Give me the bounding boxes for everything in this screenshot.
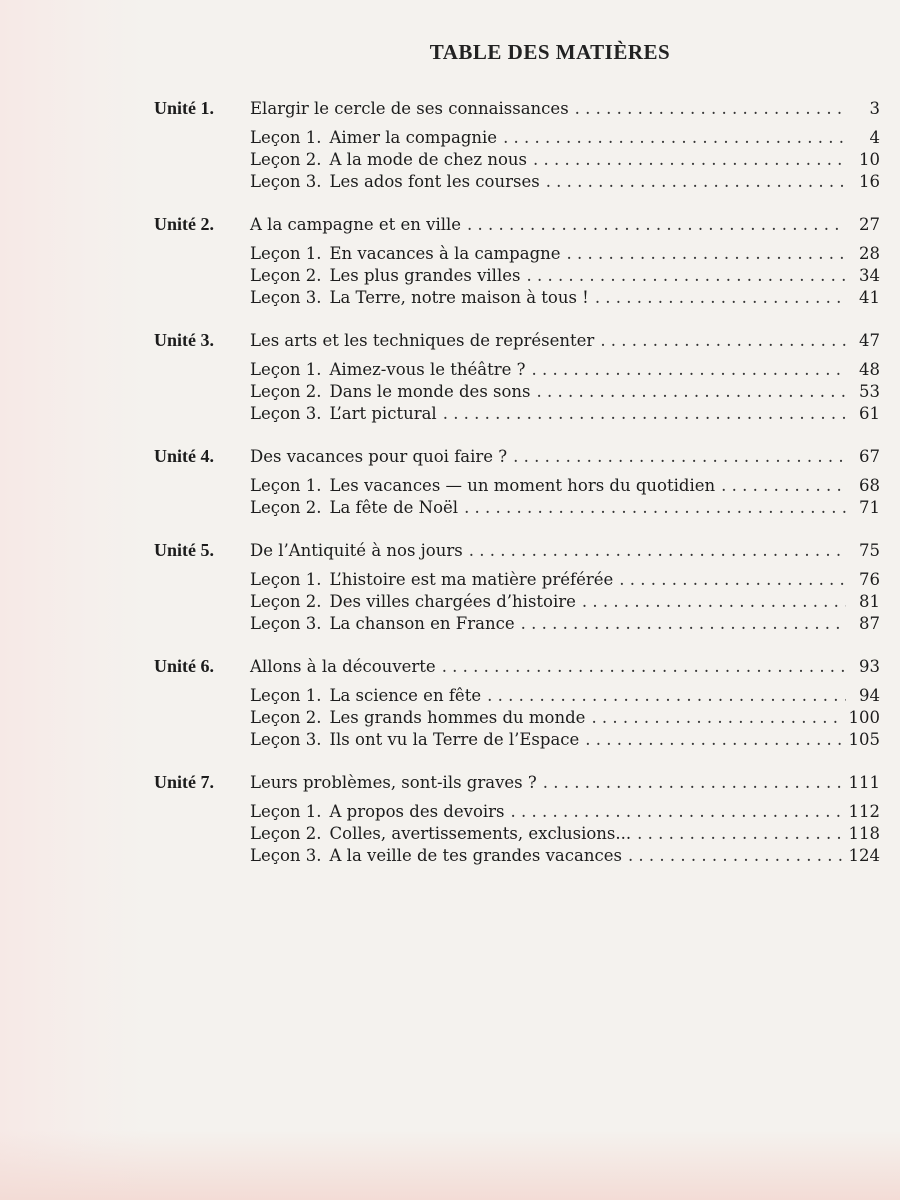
lesson-label: Leçon 1.: [250, 244, 322, 263]
toc-lesson-row[interactable]: [150, 707, 880, 729]
toc-lesson-row[interactable]: [150, 497, 880, 519]
toc-unit-row[interactable]: [150, 655, 880, 678]
unit-title: Des vacances pour quoi faire ?: [250, 447, 508, 466]
page-title: TABLE DES MATIÈRES: [429, 40, 671, 64]
unit-label: Unité 3.: [154, 330, 214, 350]
dot-leader: [543, 772, 843, 794]
lesson-page-number: 4: [869, 128, 880, 147]
lesson-label: Leçon 2.: [250, 382, 322, 401]
toc-page: [150, 40, 880, 887]
dot-leader: [442, 656, 846, 678]
dot-leader: [628, 845, 843, 867]
lesson-title: Les ados font les courses: [329, 172, 540, 191]
unit-page-number: 27: [859, 215, 880, 234]
unit-page-number: 111: [848, 773, 880, 792]
dot-leader: [637, 823, 842, 845]
lesson-title: Ils ont vu la Terre de l’Espace: [329, 730, 580, 749]
lesson-page-number: 81: [859, 592, 880, 611]
dot-leader: [467, 214, 846, 236]
dot-leader: [546, 171, 846, 193]
toc-unit-row[interactable]: [150, 771, 880, 794]
toc-unit: [150, 329, 880, 425]
toc-unit-row[interactable]: [150, 329, 880, 352]
dot-leader: [469, 540, 846, 562]
lesson-page-number: 94: [859, 686, 880, 705]
dot-leader: [503, 127, 846, 149]
lesson-title: La Terre, notre maison à tous !: [329, 288, 589, 307]
lesson-label: Leçon 3.: [250, 172, 322, 191]
lesson-title: Aimez-vous le théâtre ?: [329, 360, 526, 379]
lesson-title: Les plus grandes villes: [329, 266, 521, 285]
lesson-label: Leçon 3.: [250, 288, 322, 307]
lesson-title: La chanson en France: [329, 614, 515, 633]
page-bleed-left: [0, 0, 150, 1200]
toc-unit: [150, 445, 880, 519]
toc-unit-row[interactable]: [150, 97, 880, 120]
unit-label: Unité 4.: [154, 446, 214, 466]
lesson-title: A la mode de chez nous: [329, 150, 527, 169]
unit-page-number: 47: [859, 331, 880, 350]
lesson-title: Les grands hommes du monde: [329, 708, 586, 727]
lesson-page-number: 61: [859, 404, 880, 423]
toc-lesson-row[interactable]: [150, 287, 880, 309]
dot-leader: [585, 729, 842, 751]
toc-lesson-row[interactable]: [150, 823, 880, 845]
lesson-page-number: 10: [859, 150, 880, 169]
lesson-title: En vacances à la campagne: [329, 244, 561, 263]
lesson-title: A la veille de tes grandes vacances: [329, 846, 622, 865]
dot-leader: [721, 475, 846, 497]
dot-leader: [575, 98, 846, 120]
lesson-title: Dans le monde des sons: [329, 382, 531, 401]
lesson-page-number: 76: [859, 570, 880, 589]
lesson-page-number: 124: [848, 846, 880, 865]
dot-leader: [595, 287, 846, 309]
dot-leader: [532, 359, 846, 381]
lesson-label: Leçon 2.: [250, 824, 322, 843]
toc-lesson-row[interactable]: [150, 243, 880, 265]
toc-unit: [150, 771, 880, 867]
toc-lesson-row[interactable]: [150, 845, 880, 867]
lesson-label: Leçon 1.: [250, 476, 322, 495]
toc-lesson-row[interactable]: [150, 685, 880, 707]
unit-title: Elargir le cercle de ses connaissances: [250, 99, 569, 118]
toc-lesson-row[interactable]: [150, 359, 880, 381]
dot-leader: [526, 265, 846, 287]
unit-title: A la campagne et en ville: [250, 215, 462, 234]
toc-unit: [150, 539, 880, 635]
unit-label: Unité 7.: [154, 772, 214, 792]
lesson-title: Colles, avertissements, exclusions...: [329, 824, 632, 843]
lesson-title: La fête de Noël: [329, 498, 459, 517]
unit-page-number: 3: [869, 99, 880, 118]
dot-leader: [533, 149, 846, 171]
lesson-page-number: 41: [859, 288, 880, 307]
lesson-label: Leçon 1.: [250, 686, 322, 705]
lesson-page-number: 28: [859, 244, 880, 263]
lesson-page-number: 68: [859, 476, 880, 495]
toc-lesson-row[interactable]: [150, 729, 880, 751]
toc-list: [150, 97, 880, 867]
unit-page-number: 93: [859, 657, 880, 676]
toc-unit-row[interactable]: [150, 445, 880, 468]
lesson-label: Leçon 1.: [250, 802, 322, 821]
toc-unit: [150, 655, 880, 751]
unit-page-number: 67: [859, 447, 880, 466]
lesson-page-number: 100: [848, 708, 880, 727]
lesson-label: Leçon 2.: [250, 708, 322, 727]
unit-title: Les arts et les techniques de représenter: [250, 331, 595, 350]
lesson-page-number: 118: [848, 824, 880, 843]
dot-leader: [582, 591, 846, 613]
lesson-label: Leçon 1.: [250, 128, 322, 147]
lesson-title: Aimer la compagnie: [329, 128, 498, 147]
lesson-title: La science en fête: [329, 686, 482, 705]
toc-lesson-row[interactable]: [150, 613, 880, 635]
dot-leader: [591, 707, 842, 729]
lesson-label: Leçon 3.: [250, 404, 322, 423]
lesson-page-number: 48: [859, 360, 880, 379]
dot-leader: [521, 613, 846, 635]
unit-title: Allons à la découverte: [250, 657, 436, 676]
toc-lesson-row[interactable]: [150, 265, 880, 287]
lesson-label: Leçon 3.: [250, 614, 322, 633]
toc-lesson-row[interactable]: [150, 403, 880, 425]
lesson-label: Leçon 2.: [250, 150, 322, 169]
toc-lesson-row[interactable]: [150, 591, 880, 613]
unit-title: Leurs problèmes, sont-ils graves ?: [250, 773, 537, 792]
lesson-title: L’art pictural: [329, 404, 437, 423]
lesson-page-number: 112: [848, 802, 880, 821]
dot-leader: [567, 243, 846, 265]
unit-label: Unité 6.: [154, 656, 214, 676]
toc-lesson-row[interactable]: [150, 149, 880, 171]
unit-page-number: 75: [859, 541, 880, 560]
dot-leader: [511, 801, 843, 823]
dot-leader: [464, 497, 846, 519]
lesson-label: Leçon 3.: [250, 846, 322, 865]
toc-unit-row[interactable]: [150, 539, 880, 562]
lesson-title: Les vacances — un moment hors du quotidien: [329, 476, 716, 495]
toc-lesson-row[interactable]: [150, 381, 880, 403]
unit-title: De l’Antiquité à nos jours: [250, 541, 463, 560]
lesson-page-number: 53: [859, 382, 880, 401]
toc-lesson-row[interactable]: [150, 569, 880, 591]
lesson-title: Des villes chargées d’histoire: [329, 592, 576, 611]
lesson-page-number: 105: [848, 730, 880, 749]
lesson-page-number: 34: [859, 266, 880, 285]
page-bleed-bottom: [0, 1130, 900, 1200]
dot-leader: [443, 403, 846, 425]
lesson-page-number: 71: [859, 498, 880, 517]
lesson-label: Leçon 2.: [250, 266, 322, 285]
toc-unit: [150, 213, 880, 309]
lesson-label: Leçon 2.: [250, 498, 322, 517]
toc-unit-row[interactable]: [150, 213, 880, 236]
toc-lesson-row[interactable]: [150, 475, 880, 497]
lesson-label: Leçon 3.: [250, 730, 322, 749]
dot-leader: [513, 446, 846, 468]
lesson-page-number: 87: [859, 614, 880, 633]
lesson-page-number: 16: [859, 172, 880, 191]
lesson-label: Leçon 2.: [250, 592, 322, 611]
toc-lesson-row[interactable]: [150, 127, 880, 149]
unit-label: Unité 1.: [154, 98, 214, 118]
unit-label: Unité 5.: [154, 540, 214, 560]
lesson-title: L’histoire est ma matière préférée: [329, 570, 614, 589]
lesson-label: Leçon 1.: [250, 570, 322, 589]
dot-leader: [487, 685, 846, 707]
toc-lesson-row[interactable]: [150, 171, 880, 193]
unit-label: Unité 2.: [154, 214, 214, 234]
dot-leader: [537, 381, 846, 403]
toc-unit: [150, 97, 880, 193]
toc-lesson-row[interactable]: [150, 801, 880, 823]
lesson-title: A propos des devoirs: [329, 802, 505, 821]
dot-leader: [600, 330, 846, 352]
lesson-label: Leçon 1.: [250, 360, 322, 379]
dot-leader: [619, 569, 846, 591]
